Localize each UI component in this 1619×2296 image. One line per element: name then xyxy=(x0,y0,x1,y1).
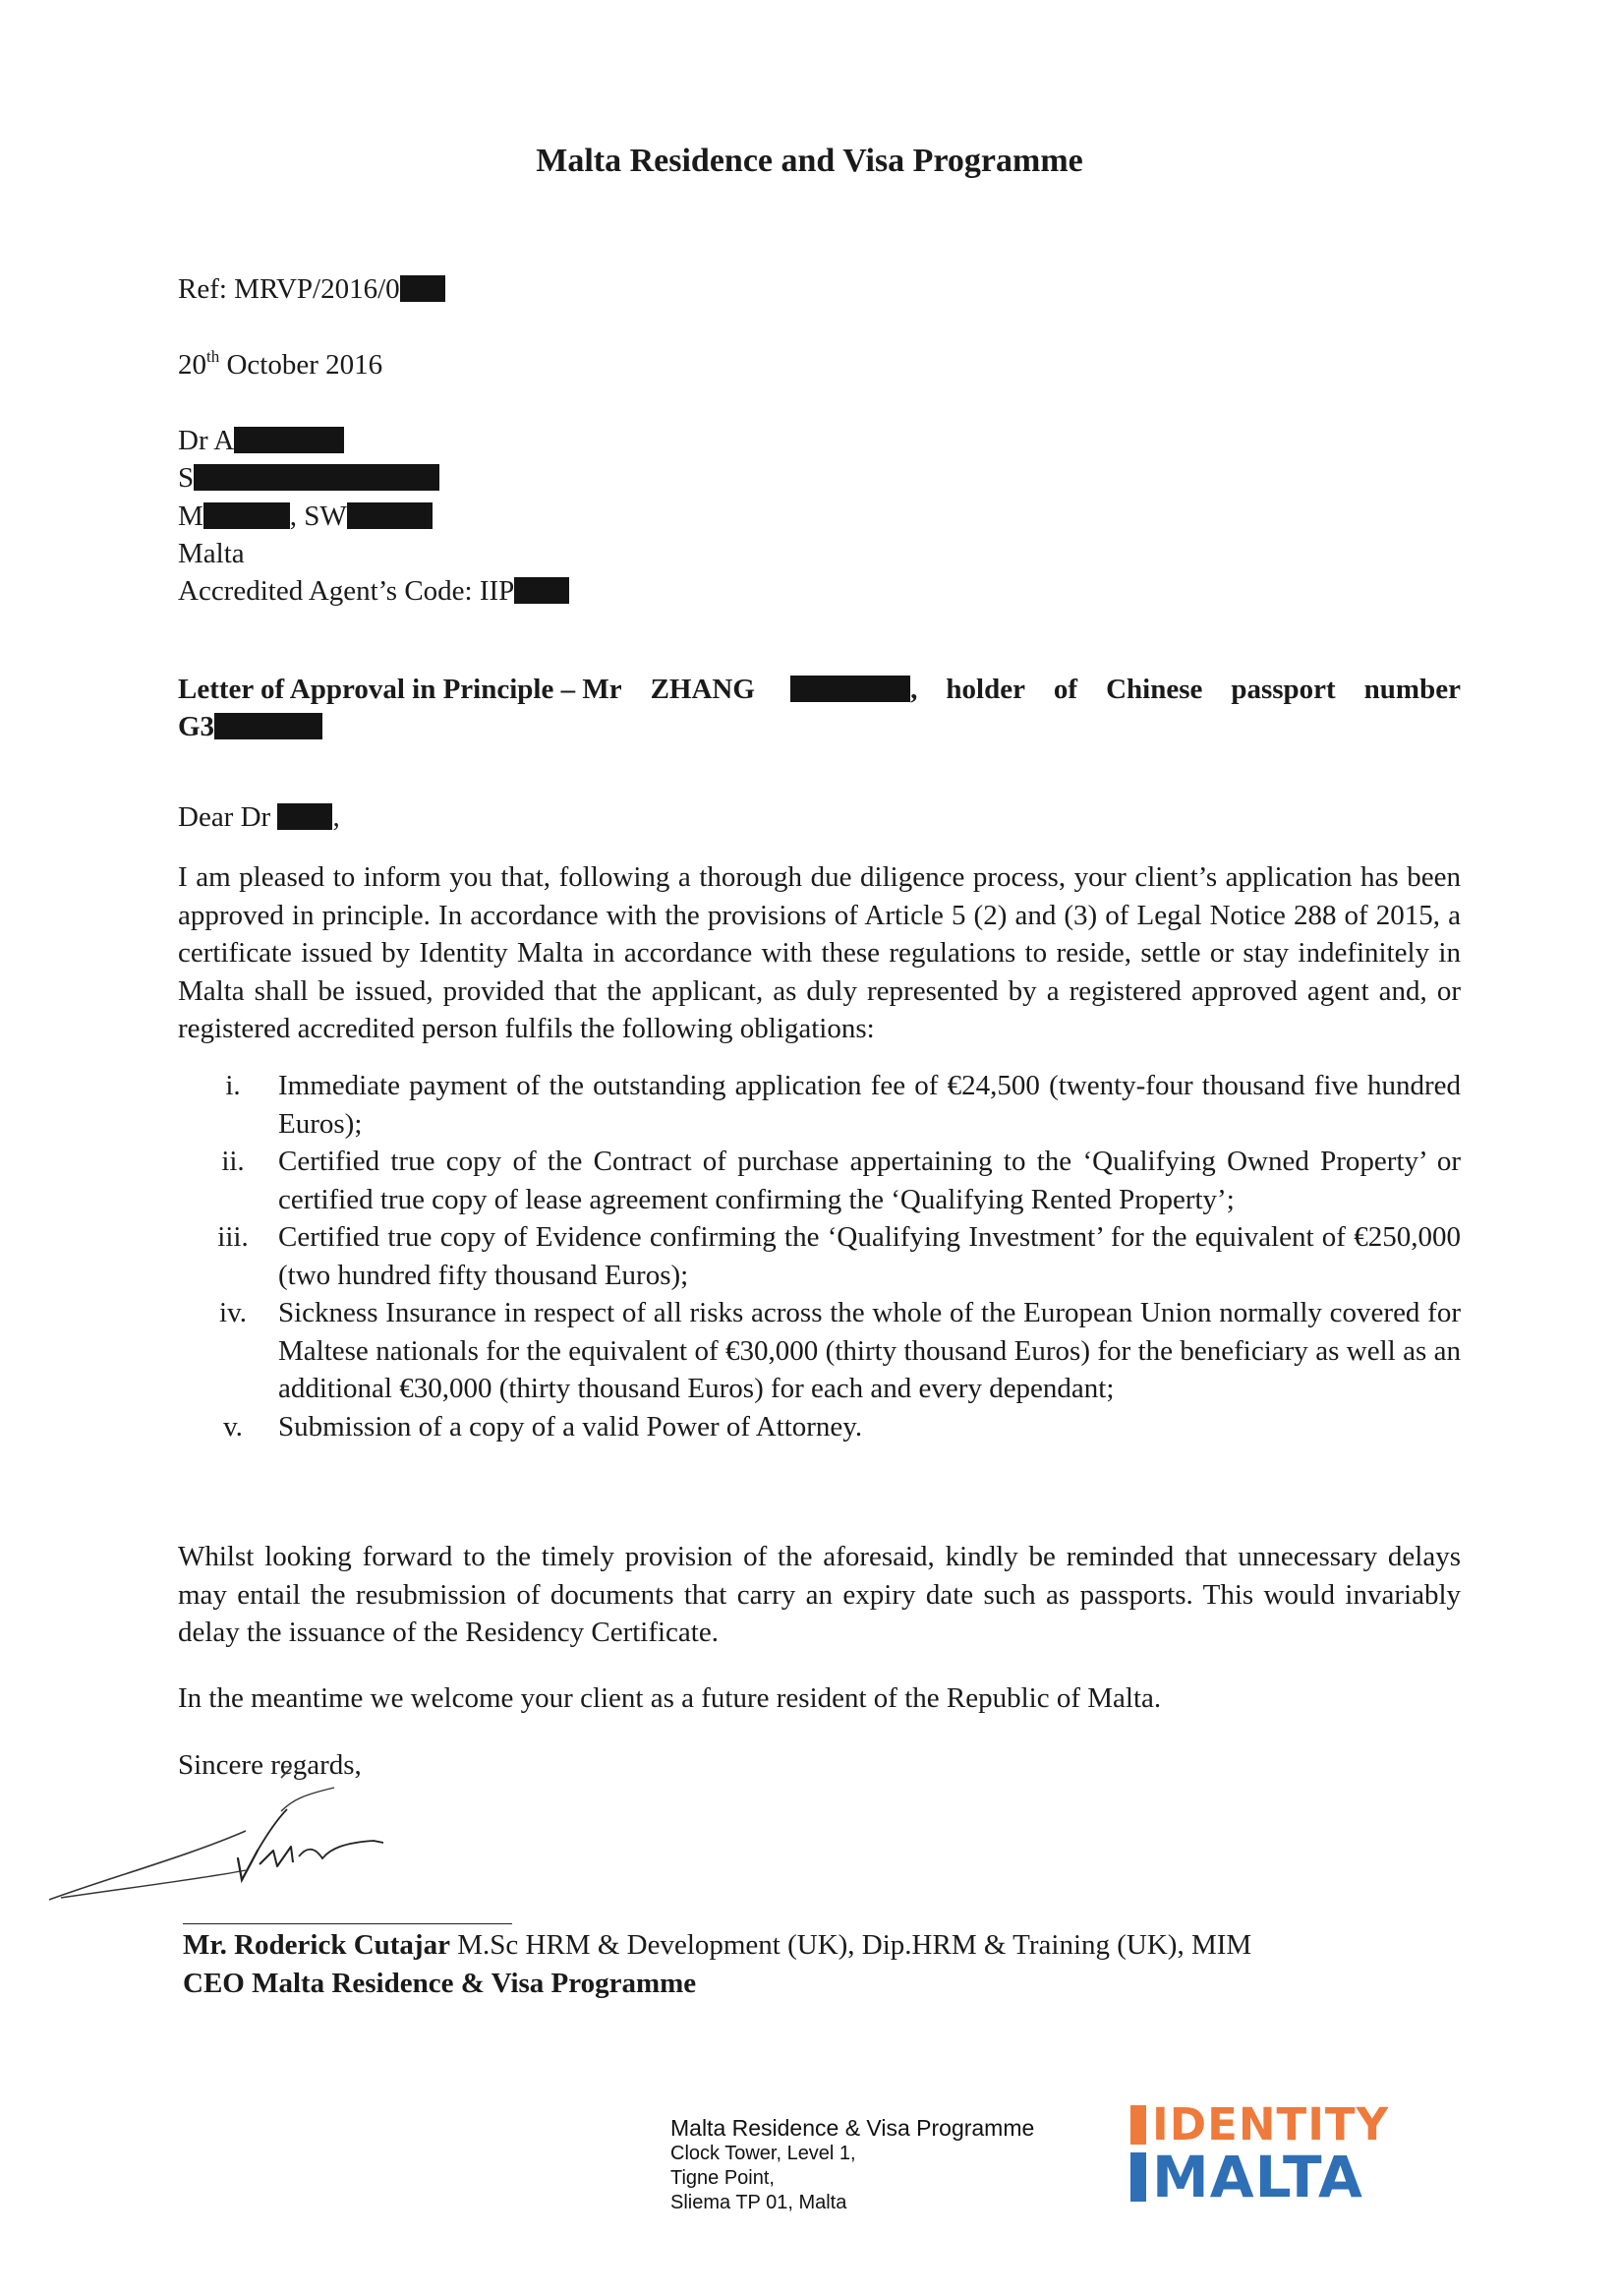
redaction-block xyxy=(514,577,569,604)
date-rest: October 2016 xyxy=(219,349,383,381)
redaction-block xyxy=(194,464,439,491)
footer-address xyxy=(670,2114,1034,2215)
reference-text: Ref: MRVP/2016/0 xyxy=(178,273,400,305)
recipient-line-2 xyxy=(178,462,439,495)
redaction-block xyxy=(214,713,322,739)
subject-surname: ZHANG xyxy=(650,674,755,705)
subject-word: number xyxy=(1363,674,1461,705)
signatory-name-text: Mr. Roderick Cutajar xyxy=(183,1929,450,1961)
list-item-text: Immediate payment of the outstanding application fee of €24,500 (twenty-four thousand five hundred Euros); xyxy=(278,1070,1461,1140)
list-item-number: i. xyxy=(225,1070,241,1101)
list-item xyxy=(178,1408,1461,1446)
subject-word: of xyxy=(1053,674,1078,705)
subject-word: Chinese xyxy=(1106,674,1203,705)
address-line: Malta Residence & Visa Programme xyxy=(670,2115,1035,2141)
signatory-title: CEO Malta Residence & Visa Programme xyxy=(183,1968,697,1999)
salutation xyxy=(178,801,340,834)
welcome-paragraph: In the meantime we welcome your client as a future resident of the Republic of Malta. xyxy=(178,1682,1162,1714)
signatory-name xyxy=(183,1929,1251,1962)
logo-row-top xyxy=(1130,2098,1425,2150)
recipient-street-text: S xyxy=(178,462,195,494)
letter-subject xyxy=(178,671,1461,745)
logo-word: IDENTITY xyxy=(1152,2098,1390,2150)
recipient-postcode-text: , SW xyxy=(289,500,347,532)
signature-line xyxy=(183,1923,512,1924)
list-item-number: ii. xyxy=(221,1146,245,1177)
redaction-block xyxy=(234,427,344,453)
date-suffix: th xyxy=(206,347,220,366)
reminder-paragraph: Whilst looking forward to the timely provision of the aforesaid, kindly be reminded that unnecessary delays may entail the resubmission of documents that carry an expiry date such as passports. This would invariably delay the issuance of the Residency Certificate. xyxy=(178,1541,1461,1648)
salutation-comma: , xyxy=(332,801,340,833)
passport-number-text: G3 xyxy=(178,711,215,742)
list-item xyxy=(178,1218,1461,1294)
logo-bar xyxy=(1130,2152,1146,2202)
address-line: Sliema TP 01, Malta xyxy=(670,2192,847,2213)
list-item-number: v. xyxy=(223,1410,243,1442)
list-item-text: Certified true copy of the Contract of purchase appertaining to the ‘Qualifying Owned Property’ or certified true copy of lease agreement confirming the ‘Qualifying Rented Property’; xyxy=(278,1146,1461,1215)
subject-word: passport xyxy=(1231,674,1336,705)
redaction-block xyxy=(277,803,332,830)
logo-word: MALTA xyxy=(1152,2144,1363,2210)
redaction-block xyxy=(347,502,433,529)
list-item xyxy=(178,1143,1461,1218)
reference-line xyxy=(178,273,445,306)
letter-date xyxy=(178,349,382,382)
list-item-text: Certified true copy of Evidence confirming the ‘Qualifying Investment’ for the equivalent of €250,000 (two hundred fifty thousand Euros); xyxy=(278,1221,1461,1291)
date-day: 20 xyxy=(178,349,206,381)
address-line: Tigne Point, xyxy=(670,2167,775,2189)
subject-word: holder xyxy=(946,674,1025,705)
redaction-block xyxy=(203,502,290,529)
list-item-text: Submission of a copy of a valid Power of Attorney. xyxy=(278,1410,863,1442)
page-title: Malta Residence and Visa Programme xyxy=(536,143,1083,179)
recipient-line-5 xyxy=(178,575,569,608)
logo-row-bottom xyxy=(1130,2144,1425,2210)
list-item-number: iv. xyxy=(219,1297,247,1328)
signatory-credentials: M.Sc HRM & Development (UK), Dip.HRM & Training (UK), MIM xyxy=(449,1929,1252,1961)
list-item-text: Sickness Insurance in respect of all risks across the whole of the European Union normally covered for Maltese nationals for the equivalent of €30,000 (thirty thousand Euros) for the beneficiary as well as an additional €30,000 (thirty thousand Euros) for each and every dependant; xyxy=(278,1297,1461,1404)
subject-text: Letter of Approval in Principle – Mr xyxy=(178,674,622,705)
recipient-town-text: M xyxy=(178,500,203,532)
list-item xyxy=(178,1067,1461,1143)
address-line: Clock Tower, Level 1, xyxy=(670,2143,856,2164)
redaction-block xyxy=(400,275,445,302)
redaction-block xyxy=(790,676,910,702)
handwritten-signature xyxy=(49,1740,521,1937)
recipient-name-text: Dr A xyxy=(178,425,235,456)
recipient-line-1 xyxy=(178,425,344,457)
obligations-list xyxy=(178,1067,1461,1445)
identity-malta-logo xyxy=(1130,2098,1425,2220)
salutation-text: Dear Dr xyxy=(178,801,271,833)
recipient-line-3 xyxy=(178,500,433,533)
subject-name-group xyxy=(651,671,918,708)
list-item xyxy=(178,1294,1461,1408)
list-item-number: iii. xyxy=(217,1221,249,1253)
subject-comma: , xyxy=(910,674,918,705)
logo-bar xyxy=(1130,2105,1146,2145)
closing-text: Sincere regards, xyxy=(178,1749,362,1781)
intro-paragraph: I am pleased to inform you that, following a thorough due diligence process, your client’s application has been approved in principle. In accordance with the provisions of Article 5 (2) and (3) of Legal Notice 288 of 2015, a certificate issued by Identity Malta in accordance with these regulations to reside, settle or stay indefinitely in Malta shall be issued, provided that the applicant, as duly represented by a registered approved agent and, or registered accredited person fulfils the following obligations: xyxy=(178,861,1461,1044)
recipient-line-4: Malta xyxy=(178,538,245,569)
agent-code-text: Accredited Agent’s Code: IIP xyxy=(178,575,515,607)
